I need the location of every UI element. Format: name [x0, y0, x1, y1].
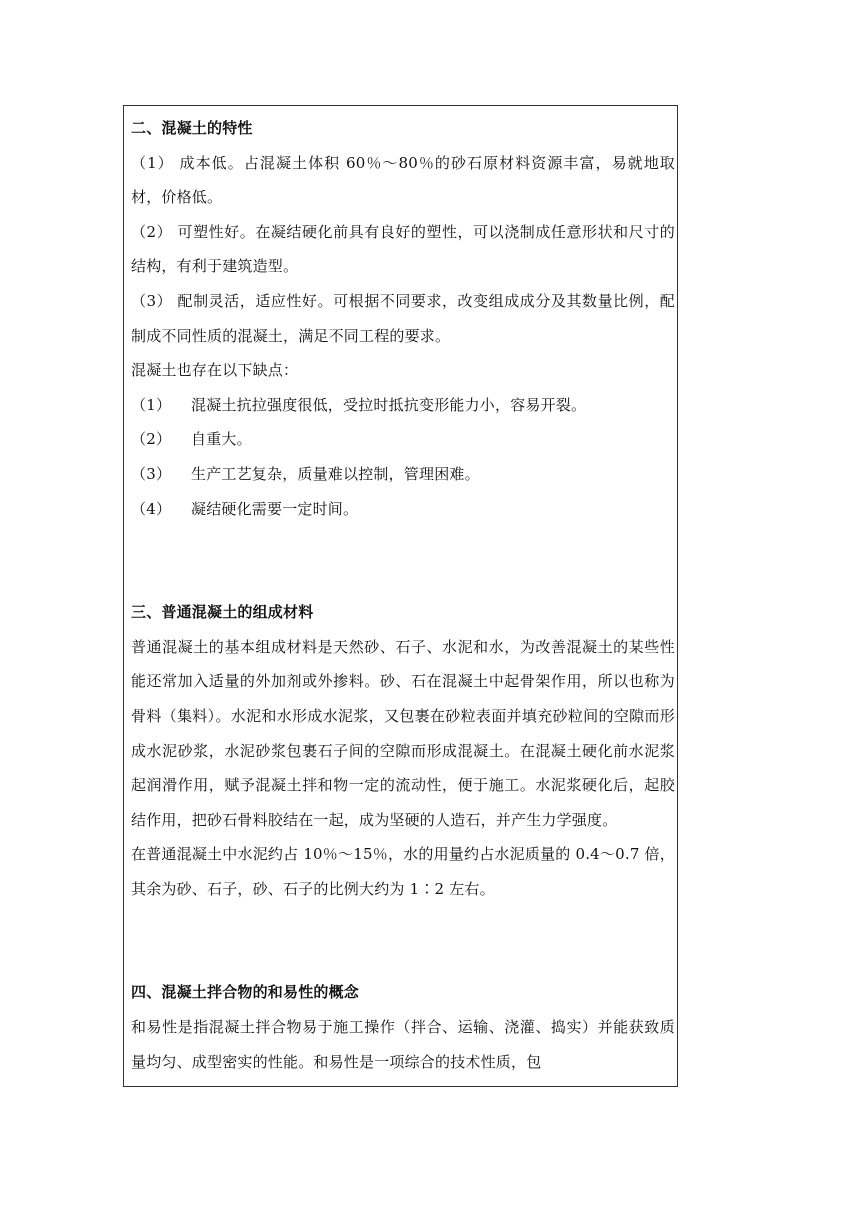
defect-number: （4）	[131, 499, 172, 518]
property-item-3: （3） 配制灵活，适应性好。可根据不同要求，改变组成成分及其数量比例，配制成不同性质的混凝土，满足不同工程的要求。	[131, 291, 675, 345]
defect-text: 凝结硬化需要一定时间。	[191, 499, 359, 518]
composition-paragraph: 普通混凝土的基本组成材料是天然砂、石子、水泥和水，为改善混凝土的某些性能还常加入适量的外加剂或外掺料。砂、石在混凝土中起骨架作用，所以也称为骨料（集料）。水泥和水形成水泥浆，又包裹在砂粒表面并填充砂粒间的空隙而形成水泥砂浆，水泥砂浆包裹石子间的空隙而形成混凝土。在混凝土硬化前水泥浆起润滑作用，赋予混凝土拌和物一定的流动性，便于施工。水泥浆硬化后，起胶结作用，把砂石骨料胶结在一起，成为坚硬的人造石，并产生力学强度。	[131, 637, 675, 829]
section-heading: 二、混凝土的特性	[131, 119, 253, 137]
defect-number: （2）	[131, 430, 172, 449]
document-body	[131, 111, 675, 1079]
defects-intro: 混凝土也存在以下缺点：	[131, 361, 299, 380]
workability-paragraph: 和易性是指混凝土拌合物易于施工操作（拌合、运输、浇灌、捣实）并能获致质量均匀、成型密实的性能。和易性是一项综合的技术性质，包	[131, 1018, 675, 1071]
defect-item-2	[131, 422, 675, 457]
defect-item-4	[131, 492, 675, 527]
defect-item-3	[131, 457, 675, 492]
defect-item-1	[131, 388, 675, 423]
property-item-2: （2） 可塑性好。在凝结硬化前具有良好的塑性，可以浇制成任意形状和尺寸的结构，有利于建筑造型。	[131, 222, 675, 276]
defect-number: （1）	[131, 395, 172, 414]
property-item-1: （1） 成本低。占混凝土体积 60％～80％的砂石原材料资源丰富，易就地取材，价格低。	[131, 153, 675, 207]
defect-text: 自重大。	[191, 430, 252, 449]
section-spacer	[131, 906, 675, 975]
defect-text: 混凝土抗拉强度很低，受拉时抵抗变形能力小，容易开裂。	[191, 395, 587, 414]
defect-text: 生产工艺复杂，质量难以控制，管理困难。	[191, 464, 480, 483]
proportion-paragraph: 在普通混凝土中水泥约占 10％～15％，水的用量约占水泥质量的 0.4～0.7 倍，其余为砂、石子，砂、石子的比例大约为 1∶2 左右。	[131, 845, 675, 898]
defect-number: （3）	[131, 464, 172, 483]
section-heading: 四、混凝土拌合物的和易性的概念	[131, 983, 360, 1002]
section-heading: 三、普通混凝土的组成材料	[131, 603, 314, 622]
section-spacer	[131, 526, 675, 595]
